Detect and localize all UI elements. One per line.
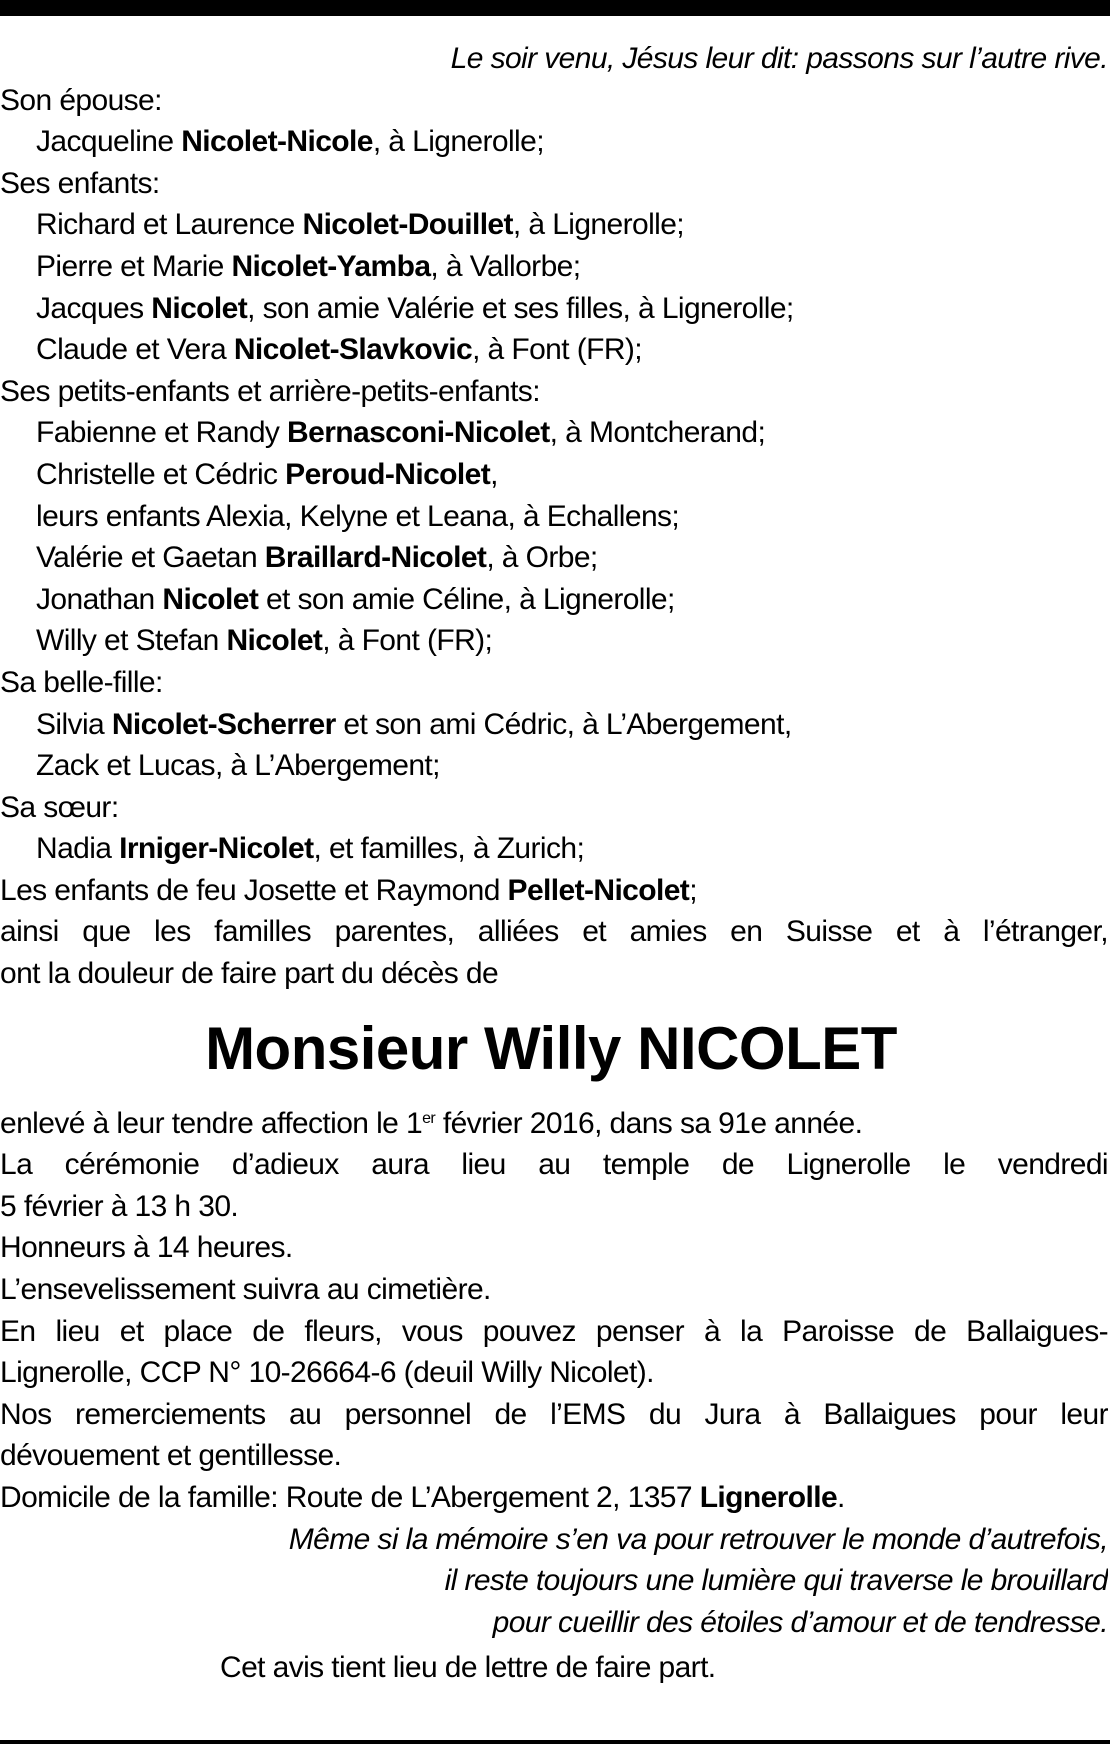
domicile-line: Domicile de la famille: Route de L’Abergement 2, 1357 Lignerolle. <box>0 1481 845 1514</box>
children-heading: Ses enfants: <box>0 166 160 200</box>
top-rule <box>0 0 1110 16</box>
announcement-line: ont la douleur de faire part du décès de <box>0 957 499 991</box>
poem-line: il reste toujours une lumière qui traverse le brouillard <box>444 1564 1108 1598</box>
child-line: Jacques Nicolet, son amie Valérie et ses filles, à Lignerolle; <box>36 291 794 325</box>
poem-line: Même si la mémoire s’en va pour retrouver le monde d’autrefois, <box>288 1522 1108 1556</box>
death-line: enlevé à leur tendre affection le 1er février 2016, dans sa 91e année. <box>0 1106 863 1140</box>
grandchild-line: leurs enfants Alexia, Kelyne et Leana, à Echallens; <box>36 499 680 533</box>
child-line: Claude et Vera Nicolet-Slavkovic, à Font (FR); <box>36 333 643 367</box>
grandchild-line: Christelle et Cédric Peroud-Nicolet, <box>36 457 498 491</box>
spouse-heading: Son épouse: <box>0 83 162 117</box>
daughter-in-law-line: Zack et Lucas, à L’Abergement; <box>36 749 440 783</box>
daughter-in-law-line: Silvia Nicolet-Scherrer et son ami Cédric, à L’Abergement, <box>36 707 792 741</box>
poem-line: pour cueillir des étoiles d’amour et de tendresse. <box>492 1605 1108 1639</box>
grandchild-line: Valérie et Gaetan Braillard-Nicolet, à Orbe; <box>36 541 598 575</box>
ceremony-line: 5 février à 13 h 30. <box>0 1189 239 1223</box>
ceremony-line: La cérémonie d’adieux aura lieu au temple de Lignerolle le vendredi <box>0 1148 1108 1182</box>
flowers-line: En lieu et place de fleurs, vous pouvez penser à la Paroisse de Ballaigues- <box>0 1314 1108 1348</box>
obituary-notice <box>0 38 1108 1689</box>
child-line: Richard et Laurence Nicolet-Douillet, à Lignerolle; <box>36 208 685 242</box>
thanks-line: dévouement et gentillesse. <box>0 1439 342 1473</box>
sister-heading: Sa sœur: <box>0 790 119 824</box>
grandchildren-heading: Ses petits-enfants et arrière-petits-enfants: <box>0 374 540 408</box>
honours-line: Honneurs à 14 heures. <box>0 1231 293 1265</box>
burial-line: L’ensevelissement suivra au cimetière. <box>0 1273 491 1307</box>
daughter-in-law-heading: Sa belle-fille: <box>0 665 163 699</box>
deceased-name: Monsieur Willy NICOLET <box>205 1014 897 1082</box>
grandchild-line: Fabienne et Randy Bernasconi-Nicolet, à Montcherand; <box>36 416 766 450</box>
spouse-line: Jacqueline Nicolet-Nicole, à Lignerolle; <box>36 125 544 159</box>
grandchild-line: Jonathan Nicolet et son amie Céline, à Lignerolle; <box>36 582 675 616</box>
grandchild-line: Willy et Stefan Nicolet, à Font (FR); <box>36 624 493 658</box>
flowers-line: Lignerolle, CCP N° 10-26664-6 (deuil Willy Nicolet). <box>0 1356 654 1390</box>
closing-line: Cet avis tient lieu de lettre de faire part. <box>220 1651 716 1685</box>
families-line: ainsi que les familles parentes, alliées et amies en Suisse et à l’étranger, <box>0 915 1108 949</box>
sister-line: Nadia Irniger-Nicolet, et familles, à Zurich; <box>36 832 585 866</box>
epigraph: Le soir venu, Jésus leur dit: passons sur l’autre rive. <box>450 42 1108 75</box>
child-line: Pierre et Marie Nicolet-Yamba, à Vallorbe; <box>36 249 581 283</box>
thanks-line: Nos remerciements au personnel de l’EMS du Jura à Ballaigues pour leur <box>0 1397 1108 1431</box>
bottom-rule <box>0 1740 1110 1744</box>
others-line: Les enfants de feu Josette et Raymond Pellet-Nicolet; <box>0 873 697 907</box>
